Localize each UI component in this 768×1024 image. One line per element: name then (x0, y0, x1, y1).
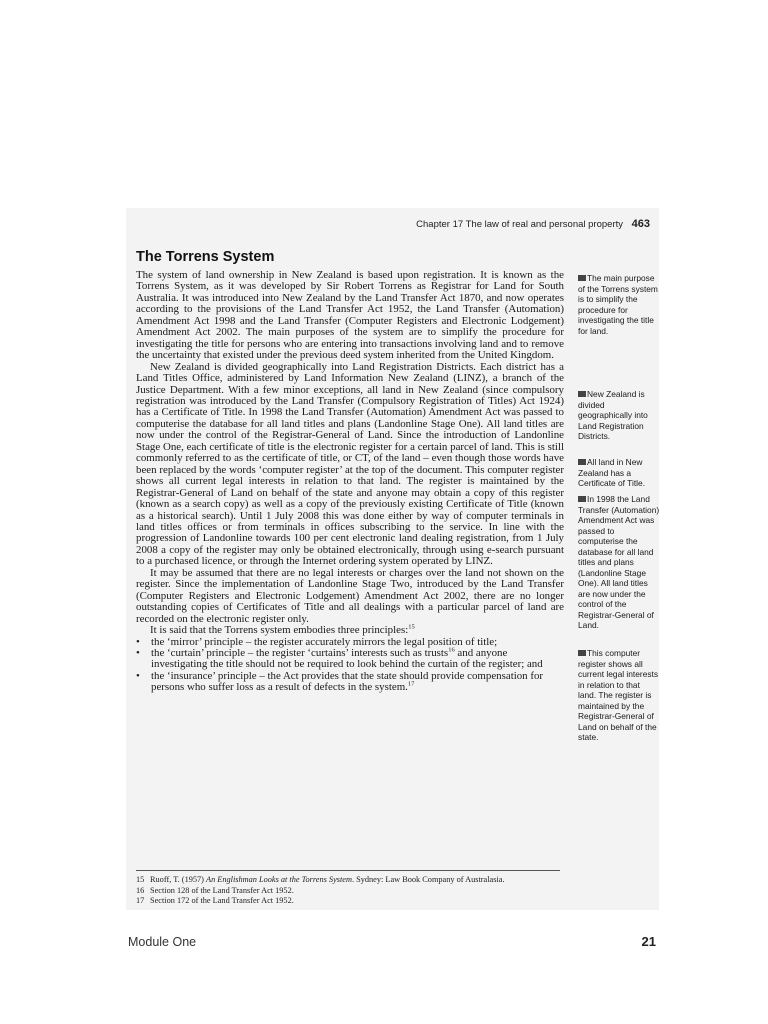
list-item (136, 646, 564, 671)
margin-note (578, 389, 660, 442)
margin-note (578, 494, 660, 631)
footnote-ref: 17 (407, 680, 415, 688)
paragraph: The system of land ownership in New Zealand is based upon registration. It is known as the Torrens System, as it was developed by Sir Robert Torrens as Registrar for Land for South Australia. It was introduced into New Zealand by the Land Transfer Act 1870, and now operates according to the provisions of the Land Transfer Act 1952, the Land Transfer (Automation) Amendment Act 1998 and the Land Transfer (Computer Registers and Electronic Lodgement) Amendment Act 2002. The main purposes of the system are to simplify the procedure for investigating the title for persons who are entering into transactions involving land and to remove the uncertainty that existed under the previous deed system inherited from the United Kingdom. (136, 269, 564, 362)
margin-note-text: New Zealand is divided geographically into Land Registration Districts. (578, 389, 648, 441)
margin-note (578, 648, 660, 743)
body-text (136, 270, 564, 694)
margin-note (578, 273, 660, 336)
footnote-text: Ruoff, T. (1957) (150, 875, 206, 884)
footnote-book-title: An Englishman Looks at the Torrens System (206, 875, 352, 884)
paragraph: New Zealand is divided geographically into Land Registration Districts. Each district has a Land Titles Office, administered by Land Information New Zealand (LINZ), a branch of the Justice Department. With a few minor exceptions, all land in New Zealand (since compulsory registration was introduced by the Land Transfer (Compulsory Registration of Titles) Act 1924) has a Certificate of Title. In 1998 the Land Transfer (Automation) Amendment Act was passed to computerise the database for all land titles and plans (Landonline Stage One). All land titles are now under the control of the Registrar-General of Land. Since the introduction of Landonline Stage One, each certificate of title is the electronic register for a certain parcel of land. This is still commonly referred to as the certificate of title, or CT, of the land – even though those words have been replaced by the words ‘computer register’ at the top of the document. This computer register shows all current legal interests in relation to that land. The register is maintained by the Registrar-General of Land on behalf of the state and anyone may obtain a copy of this register (known as a search copy) as well as a copy of the previously existing Certificate of Title (known as a historical search). Until 1 July 2008 this was done either by way of computer terminals in land titles offices or from terminals in offices subscribing to the service. In line with the progression of Landonline towards 100 per cent electronic land dealing registration, from 1 July 2008 a copy of the register may only be obtained electronically, through using e-search pursuant to a purchased licence, or through the Internet ordering system operated by LINZ. (136, 360, 564, 568)
module-label: Module One (128, 935, 197, 949)
principles-list (136, 637, 564, 694)
footnote-ref: 15 (408, 623, 415, 631)
footnote (136, 896, 636, 907)
footnotes (136, 875, 636, 907)
paragraph: It may be assumed that there are no legal interests or charges over the land not shown on the register. Since the implementation of Landonline Stage Two, introduced by the Land Transfer (Computer Registers and Electronic Lodgement) Amendment Act 2002, there are no longer outstanding copies of Certificates of Title and all dealings with a particular parcel of land are recorded on the electronic register only. (136, 566, 564, 625)
bullet-icon: • (136, 635, 140, 648)
margin-note-icon (578, 459, 586, 465)
footnote-divider (136, 870, 560, 871)
footnote-number: 16 (136, 885, 145, 895)
margin-note (578, 457, 660, 489)
bullet-icon: • (136, 646, 140, 659)
footnote-ref: 16 (448, 646, 455, 654)
paragraph-text: It is said that the Torrens system embodies three principles: (150, 624, 409, 637)
section-title: The Torrens System (136, 249, 275, 265)
footnote-text: . Sydney: Law Book Company of Australasia. (351, 875, 505, 884)
list-item-text: the ‘insurance’ principle – the Act provides that the state should provide compensation for persons who suffer loss as a result of defects in the system. (151, 669, 544, 694)
margin-note-icon (578, 391, 586, 397)
page-number: 21 (641, 934, 656, 949)
list-item-text: the ‘mirror’ principle – the register accurately mirrors the legal position of title; (151, 635, 498, 648)
margin-note-text: All land in New Zealand has a Certificate of Title. (578, 457, 646, 488)
footnote-text: Section 172 of the Land Transfer Act 1952. (150, 896, 294, 906)
margin-note-text: This computer register shows all current legal interests in relation to that land. The register is maintained by the Registrar-General of Land on behalf of the state. (578, 648, 659, 742)
running-header (136, 218, 650, 230)
margin-note-text: The main purpose of the Torrens system is to simplify the procedure for investigating the title for land. (578, 273, 658, 336)
bullet-icon: • (136, 669, 140, 682)
book-page-number: 463 (631, 218, 650, 230)
margin-note-icon (578, 650, 586, 656)
margin-note-icon (578, 275, 586, 281)
chapter-title: The law of real and personal property (465, 219, 623, 230)
footnote-text: Section 128 of the Land Transfer Act 1952. (150, 885, 294, 895)
chapter-label: Chapter 17 (416, 219, 464, 230)
list-item-text: and anyone investigating the title should not be required to look behind the curtain of the register; and (151, 646, 543, 671)
margin-note-icon (578, 496, 586, 502)
list-item (136, 669, 564, 694)
footnote (136, 886, 636, 897)
footnote-number: 17 (136, 896, 145, 906)
list-item-text: the ‘curtain’ principle – the register ‘curtains’ interests such as trusts (151, 646, 449, 659)
margin-note-text: In 1998 the Land Transfer (Automation) Amendment Act was passed to computerise the database for all land titles and plans (Landonline Stage One). All land titles are now under the control of the Registrar-General of Land. (578, 494, 660, 630)
footnote (136, 875, 636, 886)
footnote-number: 15 (136, 875, 145, 884)
